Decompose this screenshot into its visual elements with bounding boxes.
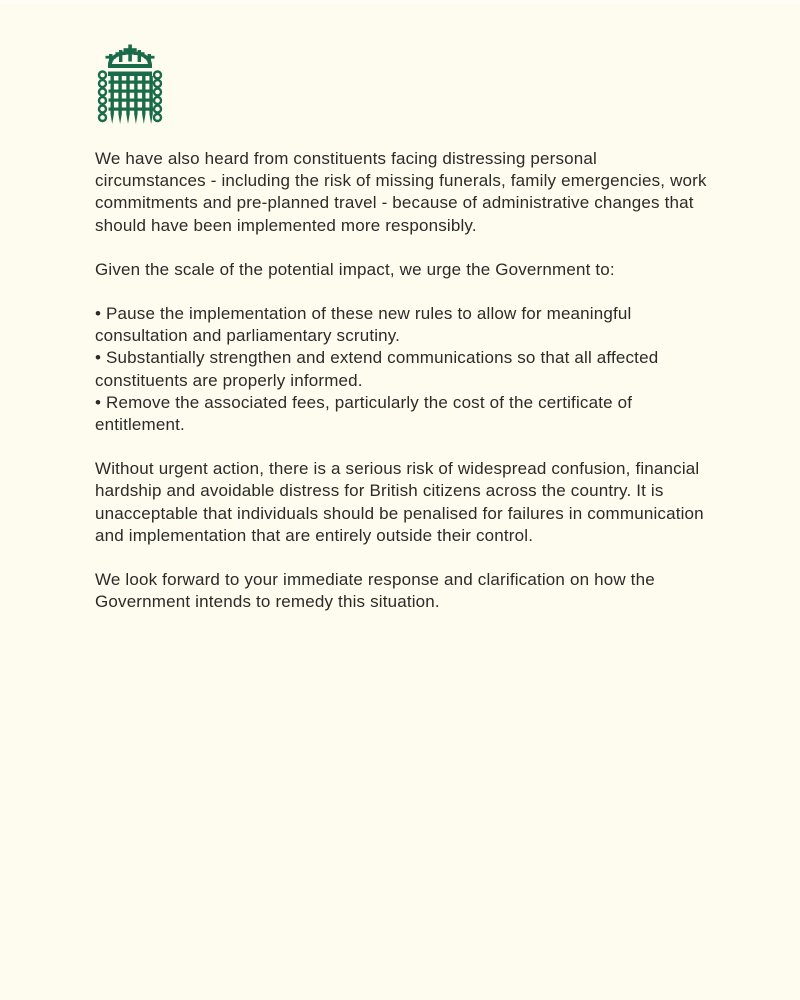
- bullet-strengthen-communications: • Substantially strengthen and extend communications so that all affected constituents are properly informed.: [95, 348, 659, 390]
- paragraph-without-urgent-action: Without urgent action, there is a serious risk of widespread confusion, financial hardship and avoidable distress for British citizens across the country. It is unacceptable that individuals should be penalised for failures in communication and implementation that are entirely outside their control.: [95, 459, 704, 545]
- page-top-edge: [0, 0, 800, 4]
- bullet-remove-fees: • Remove the associated fees, particularly the cost of the certificate of entitlement.: [95, 392, 633, 435]
- bullet-pause-implementation: • Pause the implementation of these new rules to allow for meaningful consultation and parliamentary scrutiny.: [95, 304, 632, 346]
- paragraph-constituent-circumstances: We have also heard from constituents facing distressing personal circumstances - including the risk of missing funerals, family emergencies, work commitments and pre-planned travel - because of administrative changes that should have been implemented more responsibly.: [95, 149, 707, 235]
- paragraph-closing-response: We look forward to your immediate response and clarification on how the Government intends to remedy this situation.: [95, 570, 655, 612]
- demands-bullet-list: [95, 303, 707, 436]
- uk-parliament-portcullis-icon: [94, 44, 166, 132]
- letter-body: [95, 148, 707, 613]
- paragraph-urge-government: Given the scale of the potential impact, we urge the Government to:: [95, 259, 615, 279]
